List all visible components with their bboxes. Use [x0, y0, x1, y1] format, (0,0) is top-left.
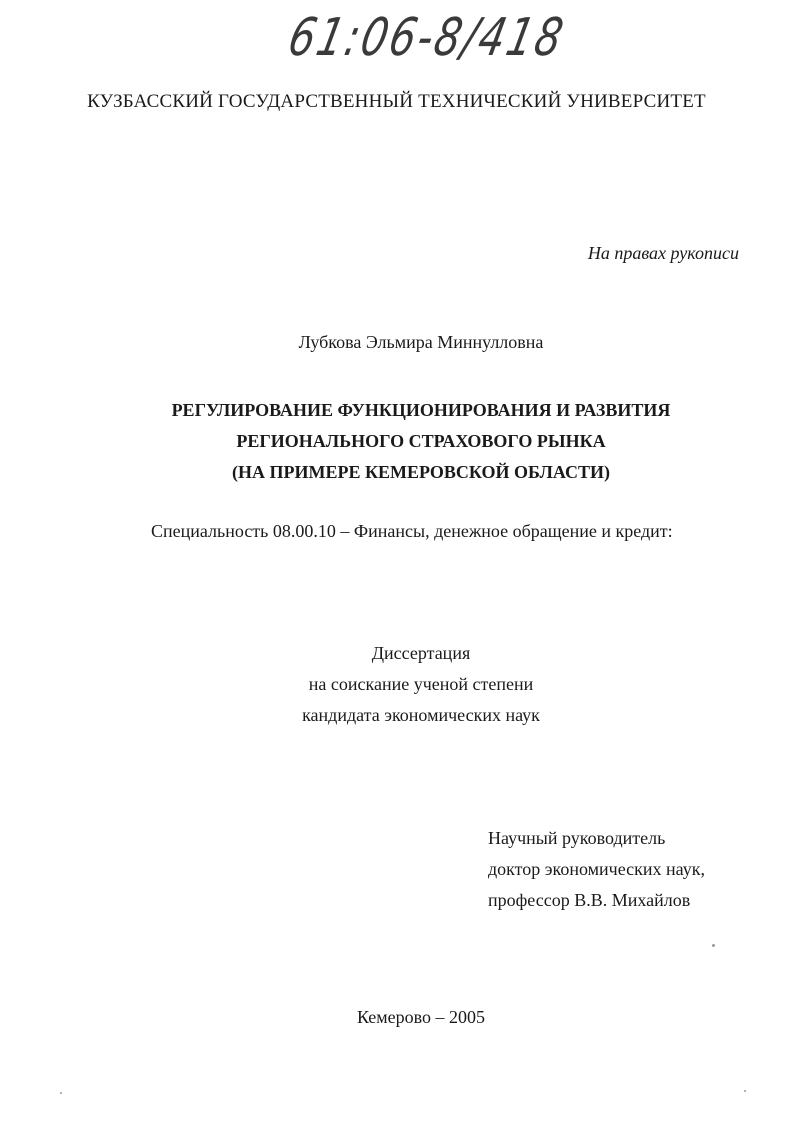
city-year: Кемерово – 2005	[356, 1007, 486, 1027]
rights-note: На правах рукописи	[587, 243, 739, 263]
supervisor-line: Научный руководитель	[488, 828, 666, 848]
thesis-line: кандидата экономических наук	[302, 705, 540, 725]
dissertation-title	[0, 395, 793, 488]
title-line: РЕГУЛИРОВАНИЕ ФУНКЦИОНИРОВАНИЯ И РАЗВИТИЯ	[171, 400, 671, 420]
thesis-line: на соискание ученой степени	[308, 674, 534, 694]
supervisor-block	[488, 823, 705, 916]
scan-speck	[744, 1090, 746, 1092]
specialty-line: Специальность 08.00.10 – Финансы, денежное обращение и кредит:	[151, 521, 673, 541]
thesis-degree	[0, 638, 793, 731]
thesis-line: Диссертация	[371, 643, 471, 663]
scan-speck	[60, 1092, 62, 1094]
supervisor-line: профессор В.В. Михайлов	[488, 890, 691, 910]
supervisor-line: доктор экономических наук,	[488, 859, 705, 879]
title-line: (НА ПРИМЕРЕ КЕМЕРОВСКОЙ ОБЛАСТИ)	[231, 462, 610, 482]
author-name: Лубкова Эльмира Миннулловна	[298, 332, 544, 352]
scan-speck	[712, 944, 715, 947]
handwritten-archive-code	[283, 8, 570, 68]
title-line: РЕГИОНАЛЬНОГО СТРАХОВОГО РЫНКА	[236, 431, 606, 451]
university-name: КУЗБАССКИЙ ГОСУДАРСТВЕННЫЙ ТЕХНИЧЕСКИЙ УНИВЕРСИТЕТ	[87, 91, 706, 112]
handwritten-code-text: 61:06-8/418	[283, 8, 571, 68]
